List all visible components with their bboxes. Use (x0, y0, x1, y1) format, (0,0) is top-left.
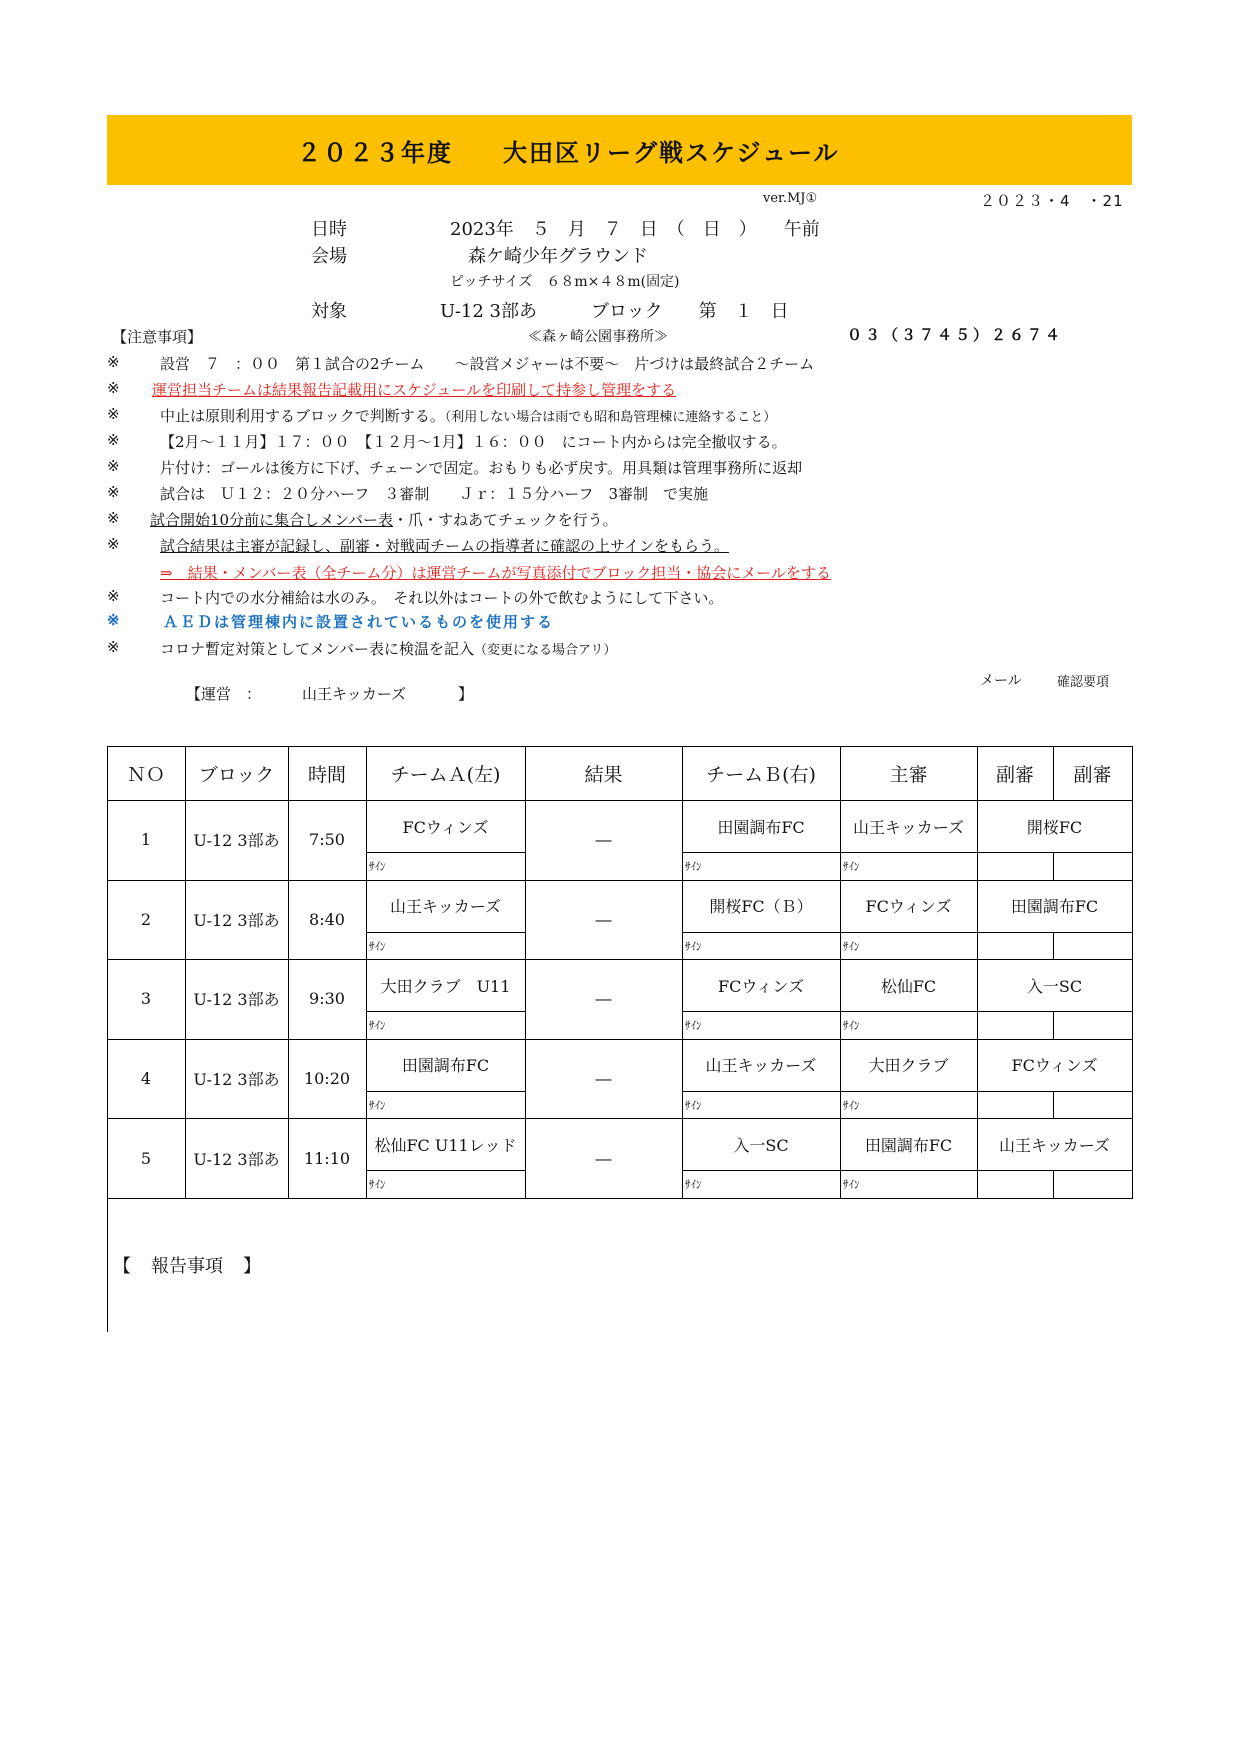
match-team-a: FCウィンズ (402, 817, 489, 837)
title-text: 大田区リーグ戦スケジュール (503, 139, 840, 167)
note-cancellation-small: （利用しない場合は雨でも昭和島管理棟に連絡すること） (444, 410, 777, 425)
note-setup: 設営 ７ ：００ 第１試合の2チーム ～設営メジャーは不要～ 片づけは最終試合２チーム (160, 355, 815, 373)
match-team-b: 開桜FC（Ｂ） (709, 897, 813, 917)
note-aed: ＡＥＤは管理棟内に設置されているものを使用する (163, 613, 555, 631)
header-assistant-2: 副審 (1073, 763, 1112, 786)
match-time: 10:20 (303, 1069, 351, 1089)
target-value: U-12 3部あ ブロック 第 １ 日 (440, 301, 789, 322)
table-border-right (1132, 746, 1133, 1199)
team-b-sign: ｻｲﾝ (685, 939, 702, 953)
title-banner (107, 115, 1132, 185)
pitch-size: ピッチサイズ ６８m×４８m(固定) (450, 274, 680, 290)
note-covid-small: （変更になる場合アリ） (473, 643, 617, 658)
office-phone: ０３（３７４５）２６７４ (847, 326, 1064, 344)
note-mark: ※ (107, 611, 120, 629)
row-column-divider (1053, 1091, 1054, 1119)
match-block: U-12 3部あ (193, 990, 280, 1010)
operator-team: 山王キッカーズ (302, 685, 406, 703)
schedule-table (107, 746, 1132, 1198)
match-team-b: 田園調布FC (717, 817, 805, 837)
match-referee: 田園調布FC (864, 1135, 953, 1155)
header-assistant-1: 副審 (995, 763, 1034, 786)
team-b-sign: ｻｲﾝ (685, 1098, 702, 1112)
match-result: ― (595, 830, 612, 850)
match-result: ― (595, 989, 612, 1009)
header-time: 時間 (307, 763, 346, 786)
header-team-a: チームＡ(左) (390, 763, 501, 786)
match-team-a: 松仙FC U11レッド (374, 1135, 517, 1155)
note-member-check-rest: ・爪・すねあてチェックを行う。 (393, 511, 618, 529)
match-referee: FCウィンズ (865, 897, 952, 917)
match-result: ― (595, 1069, 612, 1089)
match-team-a: 田園調布FC (401, 1056, 490, 1076)
match-block: U-12 3部あ (193, 910, 280, 930)
operator-open: 【運営 ： (186, 685, 262, 703)
referee-sign: ｻｲﾝ (843, 860, 860, 873)
note-covid (160, 638, 616, 659)
row-column-divider (1053, 1011, 1054, 1039)
operator-close: 】 (458, 685, 474, 703)
note-result-record: 試合結果は主審が記録し、副審・対戦両チームの指導者に確認の上サインをもらう。 (160, 537, 729, 555)
match-referee: 大田クラブ (868, 1056, 949, 1076)
match-team-a: 山王キッカーズ (390, 897, 501, 917)
note-cancellation-text: 中止は原則利用するブロックで判断する。 (160, 407, 445, 425)
row-column-divider (1053, 852, 1054, 880)
report-label: 報告事項 (151, 1256, 223, 1277)
note-result-mail: ⇒ 結果・メンバー表（全チーム分）は運営チームが写真添付でブロック担当・協会にメールをする (160, 564, 831, 582)
date-value: 2023年 ５ 月 ７ 日 （ 日 ） 午前 (450, 219, 820, 240)
note-mark: ※ (107, 379, 120, 397)
team-a-sign: ｻｲﾝ (369, 1019, 386, 1033)
note-cleanup: 片付け：ゴールは後方に下げ、チェーンで固定。おもりも必ず戻す。用具類は管理事務所に返却 (160, 459, 803, 477)
office-name: ≪森ヶ崎公園事務所≫ (528, 329, 668, 345)
match-time: 9:30 (309, 989, 345, 1009)
match-time: 8:40 (309, 909, 345, 929)
match-time: 7:50 (309, 830, 345, 850)
notice-header: 【注意事項】 (112, 328, 203, 346)
note-cancellation (160, 405, 776, 426)
table-row-border (107, 1198, 1132, 1199)
match-team-b: 入一SC (733, 1135, 789, 1155)
match-block: U-12 3部あ (193, 1149, 280, 1169)
note-mark: ※ (107, 431, 120, 449)
match-result: ― (595, 1148, 612, 1168)
sign-row-divider (366, 932, 525, 933)
note-mark: ※ (107, 353, 120, 371)
team-b-sign: ｻｲﾝ (685, 1019, 702, 1033)
row-column-divider (1053, 1170, 1054, 1198)
sign-row-divider (366, 852, 525, 853)
note-mark: ※ (107, 483, 120, 501)
note-withdrawal-time: 【2月～１１月】１７：００ 【１２月～1月】１６：００ にコート内からは完全撤収する。 (160, 433, 787, 451)
team-b-sign: ｻｲﾝ (685, 1178, 702, 1192)
referee-sign: ｻｲﾝ (843, 1178, 860, 1192)
sign-row-divider (682, 1091, 1132, 1092)
header-block: ブロック (198, 763, 275, 786)
note-operator-schedule: 運営担当チームは結果報告記載用にスケジュールを印刷して持参し管理をする (152, 381, 677, 399)
header-team-b: チームＢ(右) (706, 763, 816, 786)
referee-sign: ｻｲﾝ (843, 1098, 860, 1112)
header-no: ＮＯ (126, 763, 165, 786)
mail-label: メール (980, 673, 1022, 689)
match-team-b: 山王キッカーズ (705, 1056, 817, 1076)
match-referee: 松仙FC (880, 976, 937, 996)
note-mark: ※ (107, 457, 120, 475)
target-label: 対象 (311, 301, 347, 322)
note-covid-text: コロナ暫定対策としてメンバー表に検温を記入 (160, 640, 474, 658)
title-year: ２０２３年度 (297, 139, 453, 167)
match-assistant: FCウィンズ (1011, 1056, 1098, 1076)
match-assistant: 田園調布FC (1010, 897, 1099, 917)
note-mark: ※ (107, 535, 120, 553)
note-mark: ※ (107, 405, 120, 423)
report-open: 【 (113, 1256, 131, 1277)
note-mark: ※ (107, 638, 120, 656)
match-time: 11:10 (303, 1148, 351, 1168)
note-member-check-underlined: 試合開始10分前に集合しメンバー表 (150, 511, 394, 529)
document-title (297, 133, 840, 168)
document-date: ２０２３・4 ・21 (980, 192, 1124, 210)
match-number: 1 (140, 830, 152, 850)
team-a-sign: ｻｲﾝ (369, 1178, 386, 1192)
row-column-divider (1053, 932, 1054, 960)
report-close: 】 (243, 1256, 261, 1277)
report-heading (113, 1252, 261, 1278)
confirm-label: 確認要項 (1057, 675, 1110, 690)
venue-label: 会場 (311, 246, 347, 267)
header-result: 結果 (584, 763, 623, 786)
team-a-sign: ｻｲﾝ (369, 1098, 386, 1112)
team-b-sign: ｻｲﾝ (685, 860, 702, 873)
referee-sign: ｻｲﾝ (843, 939, 860, 953)
venue-value: 森ケ崎少年グラウンド (468, 246, 648, 267)
note-member-check (150, 509, 618, 530)
note-mark: ※ (107, 509, 120, 527)
match-assistant: 開桜FC (1026, 817, 1083, 837)
version-label: ver.MJ① (763, 191, 818, 206)
report-border (107, 1198, 108, 1332)
note-match-format: 試合は Ｕ１２：２０分ハーフ ３審制 Ｊｒ：１５分ハーフ 3審制 で実施 (160, 485, 709, 503)
match-result: ― (595, 909, 612, 929)
match-referee: 山王キッカーズ (853, 817, 964, 837)
match-assistant: 入一SC (1026, 976, 1083, 996)
match-number: 5 (140, 1148, 152, 1168)
note-hydration: コート内での水分補給は水のみ。 それ以外はコートの外で飲むようにして下さい。 (160, 589, 724, 607)
header-referee: 主審 (889, 763, 928, 786)
match-block: U-12 3部あ (193, 1070, 280, 1090)
sign-row-divider (366, 1091, 525, 1092)
match-number: 2 (140, 909, 152, 929)
team-a-sign: ｻｲﾝ (369, 860, 386, 873)
match-number: 4 (140, 1069, 152, 1089)
match-team-a: 大田クラブ U11 (380, 976, 511, 996)
match-number: 3 (140, 989, 152, 1009)
referee-sign: ｻｲﾝ (843, 1019, 860, 1033)
match-team-b: FCウィンズ (718, 976, 804, 996)
team-a-sign: ｻｲﾝ (369, 939, 386, 953)
sign-row-divider (682, 932, 1132, 933)
note-mark: ※ (107, 587, 120, 605)
match-assistant: 山王キッカーズ (999, 1135, 1110, 1155)
sign-row-divider (682, 852, 1132, 853)
date-label: 日時 (311, 219, 347, 240)
match-block: U-12 3部あ (193, 831, 280, 851)
